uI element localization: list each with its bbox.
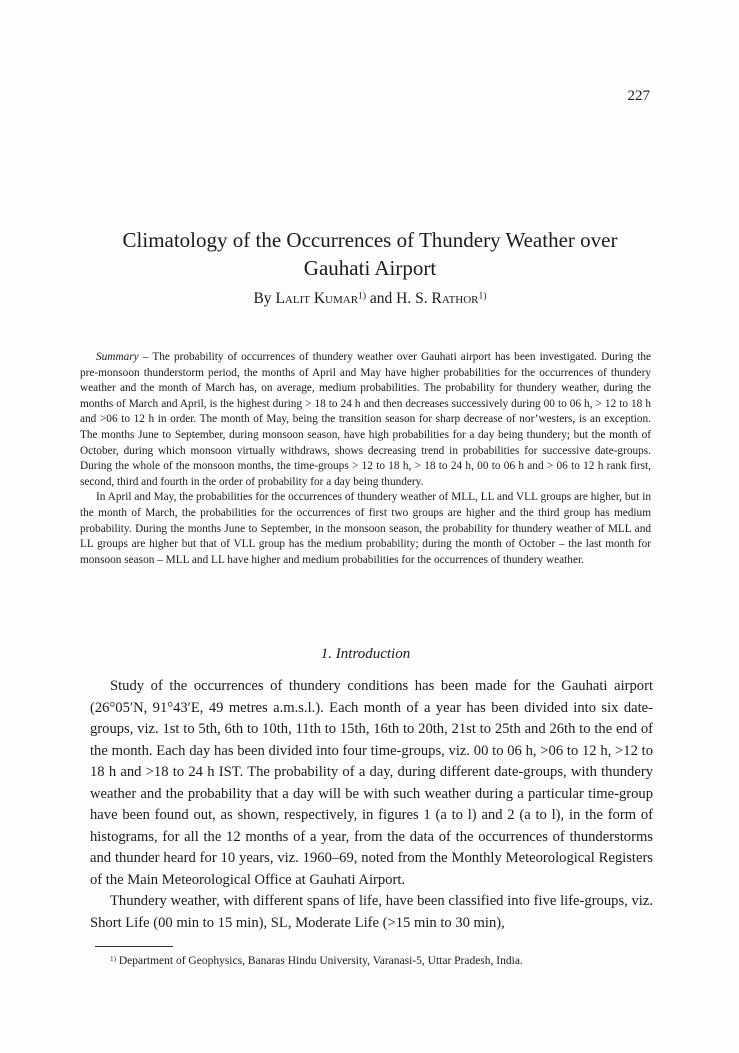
section-heading-introduction: 1. Introduction [320,646,411,662]
by-label: By [253,290,272,307]
body-text [90,676,653,934]
author-1-affiliation-marker: 1) [358,290,367,302]
summary-block [80,350,651,568]
body-paragraph-1: Study of the occurrences of thundery conditions has been made for the Gauhati airport (26°05′N, 91°43′E, 49 metres a.m.s.l.). Each month of a year has been divided into six date-groups, viz. 1st to 5th, 6th to 10th, 11th to 15th, 16th to 20th, 21st to 25th and 26th to the end of the month. Each day has been divided into four time-groups, viz. 00 to 06 h, >06 to 12 h, >12 to 18 h and >18 to 24 h IST. The probability of a day, during different date-groups, with thundery weather and the probability that a day will be with such weather during a particular time-group have been found out, as shown, respectively, in figures 1 (a to l) and 2 (a to l), in the form of histograms, for all the 12 months of a year, from the data of the occurrences of thunderstorms and thunder heard for 10 years, viz. 1960–69, noted from the Monthly Meteorological Registers of the Main Meteorological Office at Gauhati Airport. [90,678,653,888]
author-2-affiliation-marker: 1) [478,290,487,302]
body-paragraph-2: Thundery weather, with different spans of life, have been classified into five life-groups, viz. Short Life (00 min to 15 min), SL, Moderate Life (>15 min to 30 min), [90,893,653,931]
and-label: and [369,290,393,307]
summary-paragraph-2: In April and May, the probabilities for the occurrences of thundery weather of MLL, LL and VLL groups are higher, but in the month of March, the probabilities for the occurrences of first two groups are higher and the third group has medium probability. During the months June to September, in the monsoon season, the probability for thundery weather of MLL and LL groups are higher but that of VLL group has the medium probability; during the month of October – the last month for monsoon season – MLL and LL have higher and medium probabilities for the occurrences of thundery weather. [80,491,651,566]
footnote-marker: 1) [110,954,116,963]
author-line [95,290,645,308]
summary-paragraph-1-text: – The probability of occurrences of thundery weather over Gauhati airport has been investigated. During the pre-monsoon thunderstorm period, the months of April and May have higher probabilities for the occurrences of thundery weather and the month of March has, on average, medium probabilities. The probability for thundery weather, during the months of March and April, is the highest during > 18 to 24 h and then decreases successively during 00 to 06 h, > 12 to 18 h and >06 to 12 h in order. The month of May, being the transition season for sharp decrease of nor’westers, is an exception. The months June to September, during monsoon season, have high probabilities for a day being thundery; but the month of October, during which monsoon virtually withdraws, shows decreasing trend in probabilities for successive date-groups. During the whole of the monsoon months, the time-groups > 12 to 18 h, > 18 to 24 h, 00 to 06 h and > 06 to 12 h rank first, second, third and fourth in the order of probability for a day being thundery. [80,351,651,488]
author-2-surname: Rathor [431,290,479,307]
summary-label: Summary [96,351,139,363]
author-1-name: Lalit Kumar [275,290,359,307]
author-2-initials: H. S. [396,290,428,307]
summary-paragraph-1 [80,350,651,490]
footnote-rule [95,946,173,947]
title-line-2: Gauhati Airport [303,256,437,280]
footnote [110,955,650,967]
title-line-1: Climatology of the Occurrences of Thundery Weather over [122,228,618,252]
paper-title [95,226,645,282]
footnote-text: Department of Geophysics, Banaras Hindu University, Varanasi-5, Uttar Pradesh, India. [115,955,523,967]
page-number: 227 [627,88,650,104]
